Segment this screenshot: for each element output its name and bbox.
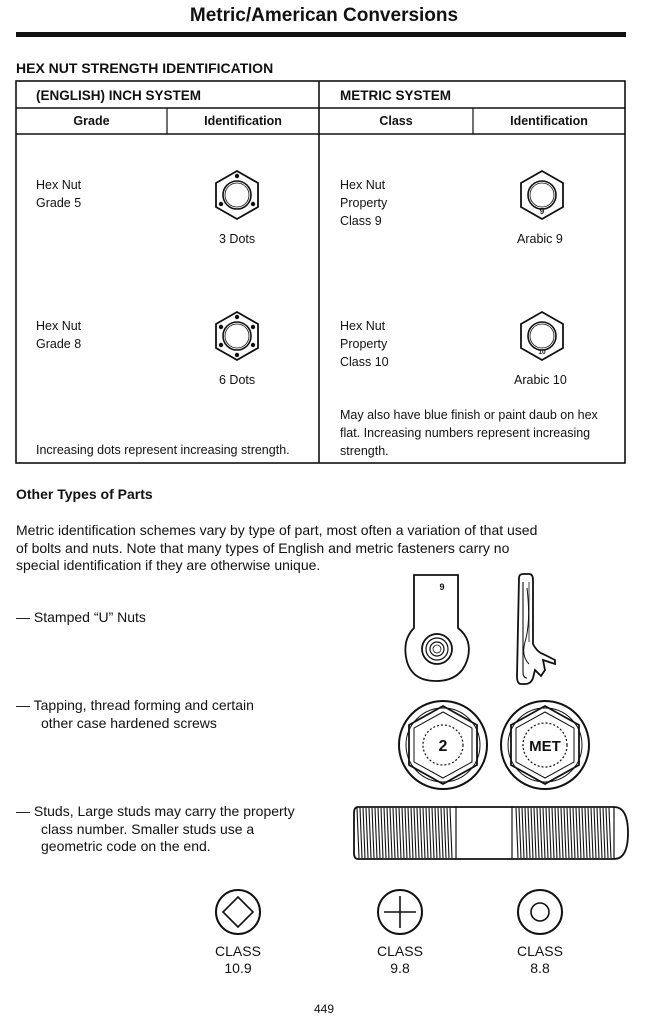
col-class-header: Class bbox=[379, 114, 413, 128]
thread-line bbox=[540, 808, 542, 858]
col-inch-identification-header: Identification bbox=[204, 114, 282, 128]
thread-line bbox=[603, 808, 605, 858]
thread-line bbox=[561, 808, 563, 858]
thread-line bbox=[423, 808, 425, 858]
thread-line bbox=[543, 808, 545, 858]
thread-line bbox=[570, 808, 572, 858]
thread-line bbox=[387, 808, 389, 858]
thread-line bbox=[444, 808, 446, 858]
thread-line bbox=[519, 808, 521, 858]
thread-line bbox=[429, 808, 431, 858]
thread-line bbox=[399, 808, 401, 858]
class-10-label: Hex Nut Property Class 10 bbox=[340, 319, 389, 369]
thread-line bbox=[585, 808, 587, 858]
thread-line bbox=[594, 808, 596, 858]
thread-line bbox=[546, 808, 548, 858]
tapping-screws-item: — Tapping, thread forming and certain other case hardened screws bbox=[16, 697, 254, 731]
class-10-9-label: CLASS 10.9 bbox=[215, 943, 261, 976]
thread-line bbox=[606, 808, 608, 858]
thread-line bbox=[414, 808, 416, 858]
thread-line bbox=[567, 808, 569, 858]
thread-line bbox=[537, 808, 539, 858]
u-nut-front-illustration bbox=[406, 573, 476, 688]
thread-line bbox=[432, 808, 434, 858]
thread-line bbox=[573, 808, 575, 858]
thread-line bbox=[390, 808, 392, 858]
thread-line bbox=[396, 808, 398, 858]
three-dots-label: 3 Dots bbox=[219, 232, 256, 246]
thread-line bbox=[576, 808, 578, 858]
thread-line bbox=[441, 808, 443, 858]
arabic-10-label: Arabic 10 bbox=[514, 373, 567, 387]
thread-line bbox=[516, 808, 518, 858]
thread-line bbox=[534, 808, 536, 858]
inch-system-header: (ENGLISH) INCH SYSTEM bbox=[36, 88, 202, 103]
thread-line bbox=[426, 808, 428, 858]
thread-line bbox=[579, 808, 581, 858]
u-nut-stamp: 9 bbox=[439, 582, 445, 592]
u-nut-side-illustration bbox=[513, 572, 563, 692]
six-dots-label: 6 Dots bbox=[219, 373, 256, 387]
thread-line bbox=[405, 808, 407, 858]
screw-head-2-illustration bbox=[398, 700, 488, 790]
stud-threads-right bbox=[516, 808, 611, 858]
other-parts-intro: Metric identification schemes vary by type of part, most often a variation of that used of bolts and nuts. Note that many types of English and metric fasteners carry no special identification if they are otherwise unique. bbox=[16, 522, 538, 573]
thread-line bbox=[417, 808, 419, 858]
thread-line bbox=[552, 808, 554, 858]
col-grade-header: Grade bbox=[73, 114, 110, 128]
metric-system-header: METRIC SYSTEM bbox=[340, 88, 452, 103]
thread-line bbox=[369, 808, 371, 858]
thread-line bbox=[411, 808, 413, 858]
thread-line bbox=[597, 808, 599, 858]
class-10-9-diamond-icon bbox=[213, 887, 263, 937]
stud-illustration bbox=[352, 805, 632, 865]
thread-line bbox=[357, 808, 359, 858]
other-parts-heading: Other Types of Parts bbox=[16, 486, 153, 502]
thread-line bbox=[378, 808, 380, 858]
thread-line bbox=[381, 808, 383, 858]
thread-line bbox=[366, 808, 368, 858]
thread-line bbox=[522, 808, 524, 858]
hex-nut-3-dots-icon bbox=[207, 166, 267, 226]
thread-line bbox=[447, 808, 449, 858]
thread-line bbox=[564, 808, 566, 858]
class-9-8-cross-icon bbox=[375, 887, 425, 937]
thread-line bbox=[393, 808, 395, 858]
grade-5-label: Hex Nut Grade 5 bbox=[36, 178, 82, 210]
hex-nut-6-dots-icon bbox=[207, 307, 267, 367]
thread-line bbox=[528, 808, 530, 858]
thread-line bbox=[609, 808, 611, 858]
class-8-8-circle-icon bbox=[515, 887, 565, 937]
thread-line bbox=[558, 808, 560, 858]
arabic-9-label: Arabic 9 bbox=[517, 232, 563, 246]
thread-line bbox=[375, 808, 377, 858]
grade-8-label: Hex Nut Grade 8 bbox=[36, 319, 82, 351]
thread-line bbox=[600, 808, 602, 858]
arabic-9-stamp: 9 bbox=[539, 207, 545, 216]
thread-line bbox=[531, 808, 533, 858]
thread-line bbox=[582, 808, 584, 858]
screw-stamp-met: MET bbox=[529, 738, 561, 755]
page-title: Metric/American Conversions bbox=[189, 5, 459, 26]
thread-line bbox=[360, 808, 362, 858]
class-9-8-label: CLASS 9.8 bbox=[377, 943, 423, 976]
arabic-10-stamp: 10 bbox=[538, 349, 546, 356]
thread-line bbox=[372, 808, 374, 858]
thread-line bbox=[402, 808, 404, 858]
hex-nut-arabic-9-icon bbox=[512, 166, 572, 226]
thread-line bbox=[450, 808, 452, 858]
thread-line bbox=[588, 808, 590, 858]
thread-line bbox=[408, 808, 410, 858]
class-8-8-label: CLASS 8.8 bbox=[517, 943, 563, 976]
col-metric-identification-header: Identification bbox=[510, 114, 588, 128]
thread-line bbox=[525, 808, 527, 858]
hex-nut-section-heading: HEX NUT STRENGTH IDENTIFICATION bbox=[16, 60, 274, 76]
inch-note: Increasing dots represent increasing strength. bbox=[36, 443, 290, 457]
stud-threads-left bbox=[357, 808, 452, 858]
u-nuts-item: — Stamped “U” Nuts bbox=[16, 609, 146, 625]
thread-line bbox=[549, 808, 551, 858]
thread-line bbox=[420, 808, 422, 858]
thread-line bbox=[438, 808, 440, 858]
thread-line bbox=[363, 808, 365, 858]
page-number: 449 bbox=[313, 1002, 335, 1016]
thread-line bbox=[555, 808, 557, 858]
studs-item: — Studs, Large studs may carry the property class number. Smaller studs use a geometric code on the end. bbox=[16, 803, 295, 854]
metric-note: May also have blue finish or paint daub on hex flat. Increasing numbers represent increasing strength. bbox=[340, 408, 598, 458]
thread-line bbox=[591, 808, 593, 858]
screw-stamp-2: 2 bbox=[438, 738, 448, 755]
class-9-label: Hex Nut Property Class 9 bbox=[340, 178, 388, 228]
thread-line bbox=[384, 808, 386, 858]
screw-head-met-illustration bbox=[500, 700, 590, 790]
thread-line bbox=[435, 808, 437, 858]
hex-nut-arabic-10-icon bbox=[512, 307, 572, 367]
